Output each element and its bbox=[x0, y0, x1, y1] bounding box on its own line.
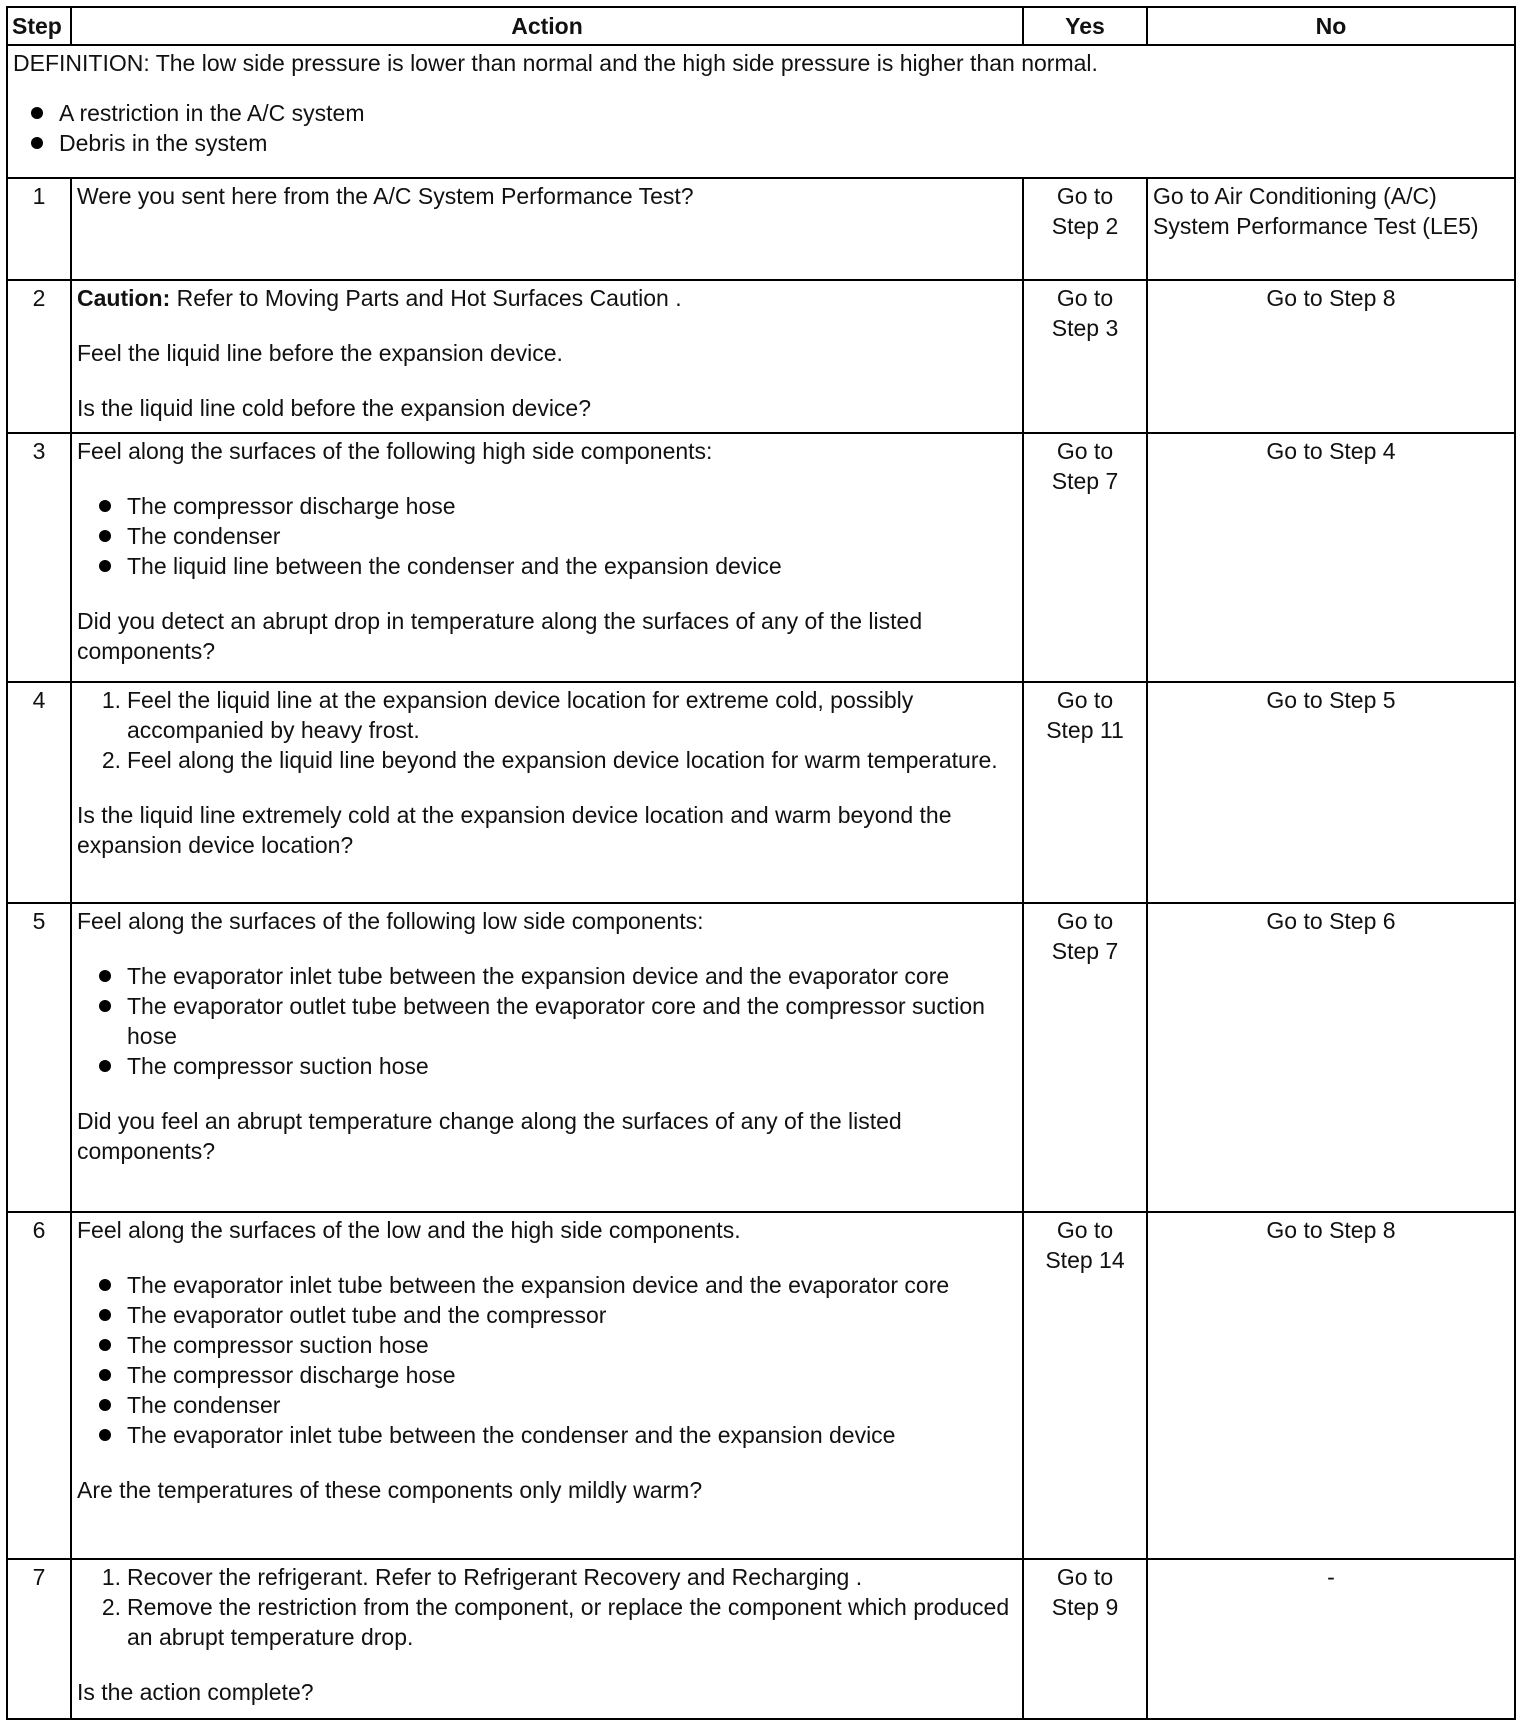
list-item: The condenser bbox=[97, 521, 1017, 551]
step-row-4 bbox=[7, 682, 1515, 903]
caution-text: Refer to Moving Parts and Hot Surfaces Caution . bbox=[170, 285, 682, 311]
step-row-7 bbox=[7, 1559, 1515, 1719]
step-no: Go to Step 5 bbox=[1147, 682, 1515, 903]
definition-text: DEFINITION: The low side pressure is lower than normal and the high side pressure is higher than normal. bbox=[13, 50, 1098, 76]
bullet-icon bbox=[99, 1309, 111, 1321]
step-question: Is the action complete? bbox=[77, 1679, 314, 1705]
list-item: 2. Remove the restriction from the component, or replace the component which produced an abrupt temperature drop. bbox=[101, 1594, 1010, 1650]
list-item: 2. Feel along the liquid line beyond the expansion device location for warm temperature. bbox=[101, 747, 998, 773]
header-action: Action bbox=[71, 7, 1023, 45]
step-bullets bbox=[77, 491, 1017, 581]
header-row bbox=[7, 7, 1515, 45]
bullet-icon bbox=[99, 1369, 111, 1381]
step-bullets bbox=[77, 1270, 1017, 1450]
step-yes: Go to Step 9 bbox=[1023, 1559, 1147, 1719]
list-item: The evaporator inlet tube between the expansion device and the evaporator core bbox=[97, 1270, 1017, 1300]
step-instruction: Feel the liquid line before the expansion device. bbox=[77, 340, 563, 366]
bullet-icon bbox=[99, 1399, 111, 1411]
list-item: The liquid line between the condenser and the expansion device bbox=[97, 551, 1017, 581]
list-item: The condenser bbox=[97, 1390, 1017, 1420]
list-item: The compressor discharge hose bbox=[97, 1360, 1017, 1390]
step-no: Go to Step 8 bbox=[1147, 1212, 1515, 1559]
step-yes: Go to Step 11 bbox=[1023, 682, 1147, 903]
step-row-1 bbox=[7, 178, 1515, 280]
step-numbered-list bbox=[77, 685, 1017, 775]
list-item: 1. Recover the refrigerant. Refer to Refrigerant Recovery and Recharging . bbox=[101, 1564, 863, 1590]
step-intro: Feel along the surfaces of the low and the high side components. bbox=[77, 1217, 741, 1243]
list-item: The evaporator outlet tube between the evaporator core and the compressor suction hose bbox=[97, 991, 1017, 1051]
bullet-icon bbox=[99, 500, 111, 512]
step-question: Did you detect an abrupt drop in temperature along the surfaces of any of the listed components? bbox=[77, 608, 923, 664]
bullet-icon bbox=[31, 107, 43, 119]
bullet-icon bbox=[99, 560, 111, 572]
bullet-icon bbox=[99, 1000, 111, 1012]
step-question: Is the liquid line cold before the expansion device? bbox=[77, 395, 592, 421]
header-yes: Yes bbox=[1023, 7, 1147, 45]
step-row-5 bbox=[7, 903, 1515, 1212]
step-action bbox=[71, 280, 1023, 433]
step-bullets bbox=[77, 961, 1017, 1081]
step-action bbox=[71, 903, 1023, 1212]
diagnostic-table bbox=[6, 6, 1516, 1720]
header-step: Step bbox=[7, 7, 71, 45]
step-action bbox=[71, 1212, 1023, 1559]
step-action bbox=[71, 1559, 1023, 1719]
bullet-icon bbox=[99, 1279, 111, 1291]
definition-bullets bbox=[13, 98, 1509, 158]
step-row-6 bbox=[7, 1212, 1515, 1559]
step-row-3 bbox=[7, 433, 1515, 682]
step-number: 4 bbox=[7, 682, 71, 903]
list-item: The evaporator outlet tube and the compressor bbox=[97, 1300, 1017, 1330]
step-number: 2 bbox=[7, 280, 71, 433]
bullet-icon bbox=[99, 530, 111, 542]
step-intro: Feel along the surfaces of the following low side components: bbox=[77, 908, 704, 934]
definition-cell bbox=[7, 45, 1515, 178]
definition-bullet: Debris in the system bbox=[29, 128, 1509, 158]
step-intro: Feel along the surfaces of the following high side components: bbox=[77, 438, 713, 464]
step-question: Are the temperatures of these components only mildly warm? bbox=[77, 1477, 703, 1503]
step-action bbox=[71, 433, 1023, 682]
step-caution bbox=[77, 283, 1017, 313]
definition-bullet: A restriction in the A/C system bbox=[29, 98, 1509, 128]
step-number: 6 bbox=[7, 1212, 71, 1559]
bullet-icon bbox=[99, 1429, 111, 1441]
diagnostic-table-container bbox=[6, 6, 1514, 1720]
step-number: 3 bbox=[7, 433, 71, 682]
step-yes: Go to Step 2 bbox=[1023, 178, 1147, 280]
bullet-icon bbox=[99, 1060, 111, 1072]
step-number: 1 bbox=[7, 178, 71, 280]
step-numbered-list bbox=[77, 1562, 1017, 1652]
header-no: No bbox=[1147, 7, 1515, 45]
definition-row bbox=[7, 45, 1515, 178]
bullet-icon bbox=[99, 970, 111, 982]
step-question: Were you sent here from the A/C System Performance Test? bbox=[77, 183, 694, 209]
caution-label: Caution: bbox=[77, 285, 171, 311]
step-no: Go to Step 6 bbox=[1147, 903, 1515, 1212]
step-question: Is the liquid line extremely cold at the expansion device location and warm beyond the expansion device location? bbox=[77, 802, 952, 858]
step-row-2 bbox=[7, 280, 1515, 433]
step-no: - bbox=[1147, 1559, 1515, 1719]
step-yes: Go to Step 7 bbox=[1023, 433, 1147, 682]
list-item: The compressor suction hose bbox=[97, 1330, 1017, 1360]
bullet-icon bbox=[99, 1339, 111, 1351]
bullet-icon bbox=[31, 137, 43, 149]
step-action bbox=[71, 682, 1023, 903]
step-yes: Go to Step 14 bbox=[1023, 1212, 1147, 1559]
list-item: The evaporator inlet tube between the expansion device and the evaporator core bbox=[97, 961, 1017, 991]
list-item: The evaporator inlet tube between the condenser and the expansion device bbox=[97, 1420, 1017, 1450]
step-action bbox=[71, 178, 1023, 280]
list-item: The compressor suction hose bbox=[97, 1051, 1017, 1081]
list-item: The compressor discharge hose bbox=[97, 491, 1017, 521]
step-no: Go to Step 4 bbox=[1147, 433, 1515, 682]
step-number: 7 bbox=[7, 1559, 71, 1719]
step-no: Go to Air Conditioning (A/C) System Performance Test (LE5) bbox=[1147, 178, 1515, 280]
list-item: 1. Feel the liquid line at the expansion device location for extreme cold, possibly accompanied by heavy frost. bbox=[101, 687, 914, 743]
step-number: 5 bbox=[7, 903, 71, 1212]
step-no: Go to Step 8 bbox=[1147, 280, 1515, 433]
step-question: Did you feel an abrupt temperature change along the surfaces of any of the listed components? bbox=[77, 1108, 902, 1164]
step-yes: Go to Step 3 bbox=[1023, 280, 1147, 433]
step-yes: Go to Step 7 bbox=[1023, 903, 1147, 1212]
